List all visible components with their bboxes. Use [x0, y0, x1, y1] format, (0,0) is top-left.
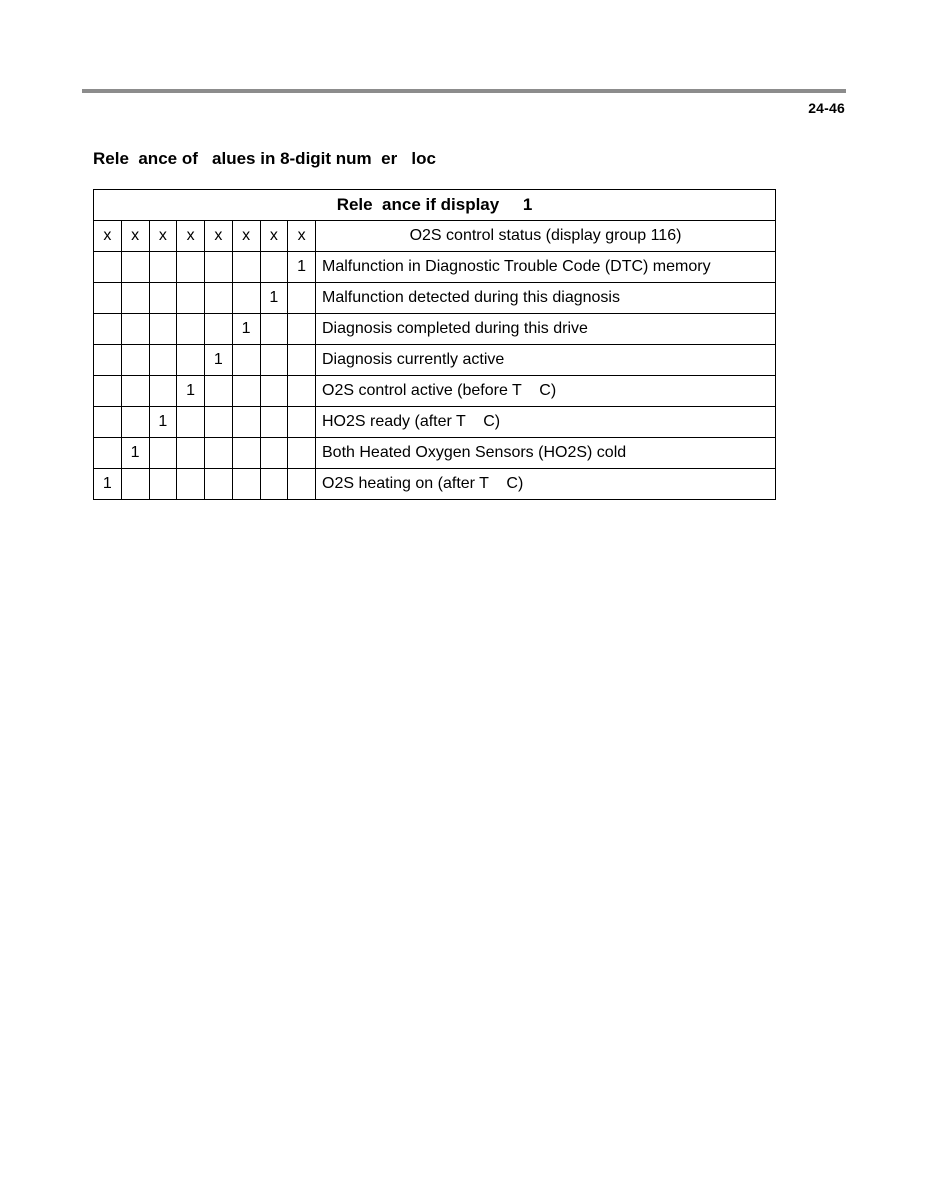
bit-cell — [288, 283, 316, 314]
bit-cell — [177, 252, 205, 283]
bit-cell — [260, 345, 288, 376]
bit-cell — [232, 252, 260, 283]
description-cell: HO2S ready (after T C) — [316, 407, 776, 438]
column-header-row — [94, 221, 776, 252]
bit-cell — [121, 469, 149, 500]
bit-cell — [149, 252, 177, 283]
bit-cell — [177, 407, 205, 438]
bit-cell — [121, 376, 149, 407]
bit-cell — [94, 252, 122, 283]
bit-cell — [94, 407, 122, 438]
description-cell: Malfunction detected during this diagnosis — [316, 283, 776, 314]
bit-cell — [94, 438, 122, 469]
bit-header: x — [121, 221, 149, 252]
section-heading: Rele ance of alues in 8-digit num er loc — [93, 149, 436, 168]
bit-cell: 1 — [177, 376, 205, 407]
bit-cell — [260, 438, 288, 469]
bit-cell — [232, 376, 260, 407]
bit-cell — [149, 438, 177, 469]
bit-cell — [205, 252, 233, 283]
description-header: O2S control status (display group 116) — [316, 221, 776, 252]
bit-cell: 1 — [205, 345, 233, 376]
bit-cell — [260, 376, 288, 407]
bit-cell — [205, 283, 233, 314]
bit-cell — [288, 376, 316, 407]
bit-cell — [288, 314, 316, 345]
table-row — [94, 376, 776, 407]
description-cell: Diagnosis completed during this drive — [316, 314, 776, 345]
bit-cell: 1 — [288, 252, 316, 283]
bit-cell — [177, 438, 205, 469]
bit-cell — [94, 314, 122, 345]
bit-cell — [94, 376, 122, 407]
bit-cell — [260, 407, 288, 438]
bit-header: x — [94, 221, 122, 252]
bit-cell — [205, 376, 233, 407]
description-cell: Both Heated Oxygen Sensors (HO2S) cold — [316, 438, 776, 469]
page-number: 24-46 — [808, 100, 845, 116]
bit-cell — [94, 345, 122, 376]
bit-cell — [205, 469, 233, 500]
table-row — [94, 314, 776, 345]
description-cell: O2S heating on (after T C) — [316, 469, 776, 500]
bit-cell: 1 — [94, 469, 122, 500]
bit-cell — [205, 438, 233, 469]
bit-cell — [205, 314, 233, 345]
bit-header: x — [232, 221, 260, 252]
bit-cell — [149, 345, 177, 376]
top-rule — [82, 89, 846, 93]
bit-header: x — [260, 221, 288, 252]
bit-cell — [288, 407, 316, 438]
table-header: Rele ance if display 1 — [94, 190, 776, 221]
description-cell: Diagnosis currently active — [316, 345, 776, 376]
bit-cell: 1 — [121, 438, 149, 469]
bit-cell — [149, 376, 177, 407]
bit-cell — [232, 283, 260, 314]
bit-cell — [121, 345, 149, 376]
bit-cell — [121, 407, 149, 438]
bit-cell: 1 — [260, 283, 288, 314]
bit-cell — [94, 283, 122, 314]
bit-header: x — [177, 221, 205, 252]
bit-cell — [149, 314, 177, 345]
table-row — [94, 283, 776, 314]
description-cell: Malfunction in Diagnostic Trouble Code (DTC) memory — [316, 252, 776, 283]
bit-cell — [177, 345, 205, 376]
bit-cell — [232, 407, 260, 438]
bit-cell — [177, 314, 205, 345]
bit-header: x — [288, 221, 316, 252]
table-row — [94, 407, 776, 438]
table-row — [94, 469, 776, 500]
bit-cell — [288, 345, 316, 376]
bit-cell: 1 — [232, 314, 260, 345]
bit-cell — [149, 283, 177, 314]
bit-cell — [232, 438, 260, 469]
bit-cell — [260, 469, 288, 500]
bit-header: x — [149, 221, 177, 252]
table-row — [94, 252, 776, 283]
bit-cell — [232, 469, 260, 500]
bit-cell — [177, 283, 205, 314]
bit-cell — [205, 407, 233, 438]
bit-cell — [260, 314, 288, 345]
bit-cell — [260, 252, 288, 283]
table-row — [94, 345, 776, 376]
bit-cell: 1 — [149, 407, 177, 438]
table-row — [94, 438, 776, 469]
bit-cell — [177, 469, 205, 500]
bit-header: x — [205, 221, 233, 252]
relevance-table — [93, 189, 776, 500]
description-cell: O2S control active (before T C) — [316, 376, 776, 407]
bit-cell — [288, 438, 316, 469]
bit-cell — [121, 314, 149, 345]
bit-cell — [288, 469, 316, 500]
bit-cell — [232, 345, 260, 376]
bit-cell — [149, 469, 177, 500]
table-header-row — [94, 190, 776, 221]
bit-cell — [121, 252, 149, 283]
bit-cell — [121, 283, 149, 314]
